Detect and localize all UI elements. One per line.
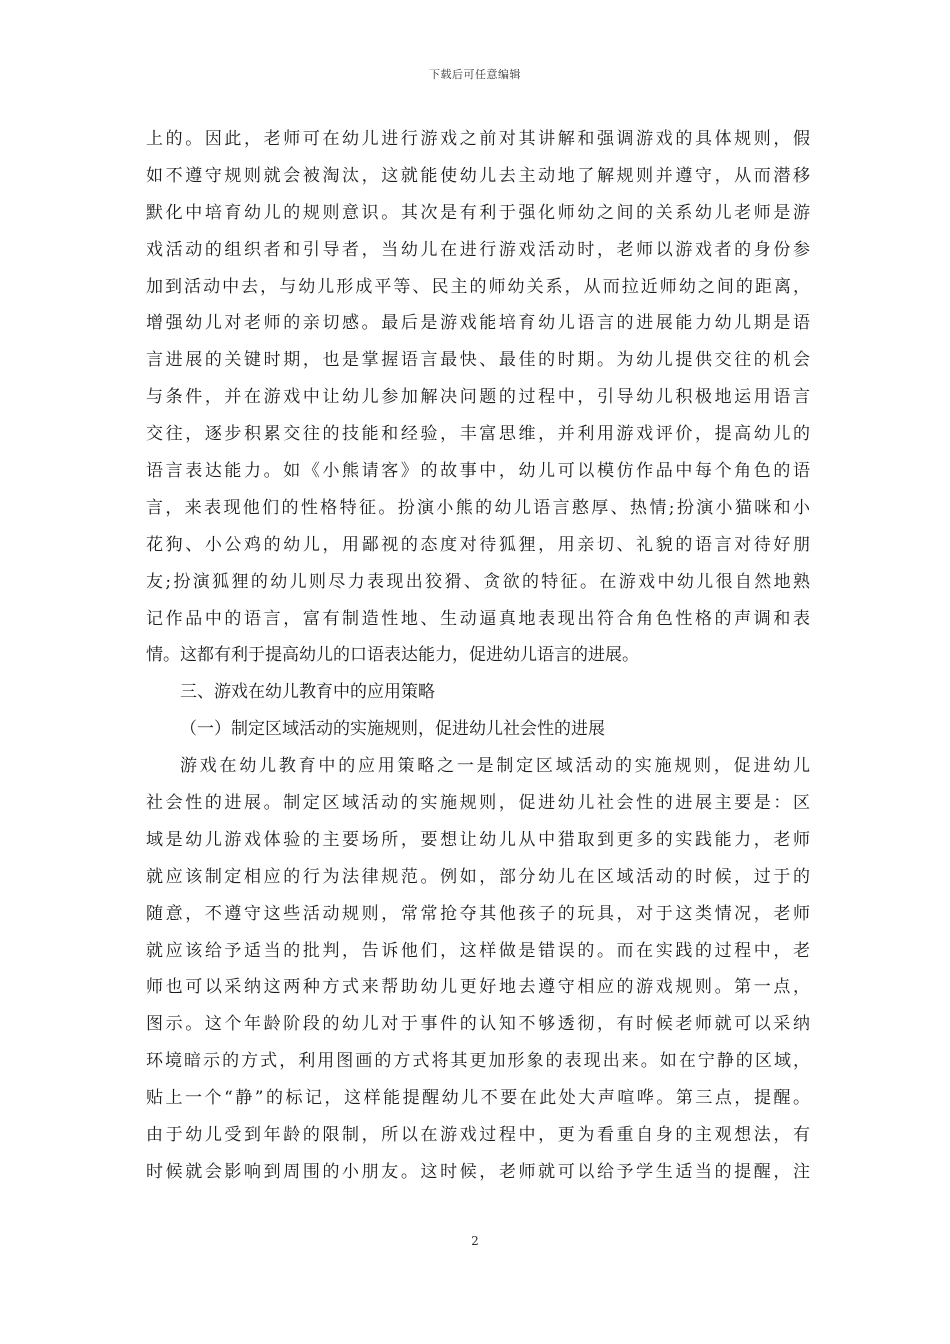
text-line: 记作品中的语言，富有制造性地、生动逼真地表现出符合角色性格的声调和表 (146, 608, 810, 629)
text-line: 交往，逐步积累交往的技能和经验，丰富思维，并利用游戏评价，提高幼儿的 (146, 424, 810, 445)
text-line: 花狗、小公鸡的幼儿，用鄙视的态度对待狐狸，用亲切、礼貌的语言对待好朋 (146, 534, 810, 555)
text-line: 就应该制定相应的行为法律规范。例如，部分幼儿在区域活动的时候，过于的 (146, 866, 810, 887)
text-line: 上的。因此，老师可在幼儿进行游戏之前对其讲解和强调游戏的具体规则，假 (146, 129, 810, 149)
document-body (146, 121, 810, 1191)
page-header: 下载后可任意编辑 (429, 68, 521, 81)
text-line: 贴上一个“静”的标记，这样能提醒幼儿不要在此处大声喧哗。第三点，提醒。 (146, 1088, 810, 1109)
text-line: 师也可以采纳这两种方式来帮助幼儿更好地去遵守相应的游戏规则。第一点， (146, 977, 810, 998)
text-line: 三、游戏在幼儿教育中的应用策略 (180, 682, 435, 703)
text-line: 与条件，并在游戏中让幼儿参加解决问题的过程中，引导幼儿积极地运用语言 (146, 387, 810, 408)
text-line: 言，来表现他们的性格特征。扮演小熊的幼儿语言憨厚、热情;扮演小猫咪和小 (146, 497, 810, 518)
text-line: （一）制定区域活动的实施规则，促进幼儿社会性的进展 (180, 719, 605, 740)
text-line: 就应该给予适当的批判，告诉他们，这样做是错误的。而在实践的过程中，老 (146, 940, 810, 961)
text-line: 环境暗示的方式，利用图画的方式将其更加形象的表现出来。如在宁静的区域， (146, 1051, 810, 1072)
text-line: 加到活动中去，与幼儿形成平等、民主的师幼关系，从而拉近师幼之间的距离， (146, 276, 810, 297)
text-line: 随意，不遵守这些活动规则，常常抢夺其他孩子的玩具，对于这类情况，老师 (146, 903, 810, 924)
text-line: 增强幼儿对老师的亲切感。最后是游戏能培育幼儿语言的进展能力幼儿期是语 (146, 313, 810, 334)
text-line: 由于幼儿受到年龄的限制，所以在游戏过程中，更为看重自身的主观想法，有 (146, 1125, 810, 1146)
text-line: 语言表达能力。如《小熊请客》的故事中，幼儿可以模仿作品中每个角色的语 (146, 461, 810, 482)
text-line: 图示。这个年龄阶段的幼儿对于事件的认知不够透彻，有时候老师就可以采纳 (146, 1014, 810, 1035)
text-line: 时候就会影响到周围的小朋友。这时候，老师就可以给予学生适当的提醒，注 (146, 1161, 810, 1182)
text-line: 言进展的关键时期，也是掌握语言最快、最佳的时期。为幼儿提供交往的机会 (146, 350, 810, 371)
text-line: 默化中培育幼儿的规则意识。其次是有利于强化师幼之间的关系幼儿老师是游 (146, 202, 810, 223)
page-number: 2 (471, 1234, 479, 1248)
text-line: 域是幼儿游戏体验的主要场所，要想让幼儿从中猎取到更多的实践能力，老师 (146, 829, 810, 850)
text-line: 如不遵守规则就会被淘汰，这就能使幼儿去主动地了解规则并遵守，从而潜移 (146, 165, 810, 186)
text-line: 游戏在幼儿教育中的应用策略之一是制定区域活动的实施规则，促进幼儿 (180, 756, 810, 777)
text-line: 社会性的进展。制定区域活动的实施规则，促进幼儿社会性的进展主要是：区 (146, 793, 810, 814)
text-line: 友;扮演狐狸的幼儿则尽力表现出狡猾、贪欲的特征。在游戏中幼儿很自然地熟 (146, 571, 810, 592)
text-line: 戏活动的组织者和引导者，当幼儿在进行游戏活动时，老师以游戏者的身份参 (146, 239, 810, 260)
text-line: 情。这都有利于提高幼儿的口语表达能力，促进幼儿语言的进展。 (146, 645, 639, 666)
